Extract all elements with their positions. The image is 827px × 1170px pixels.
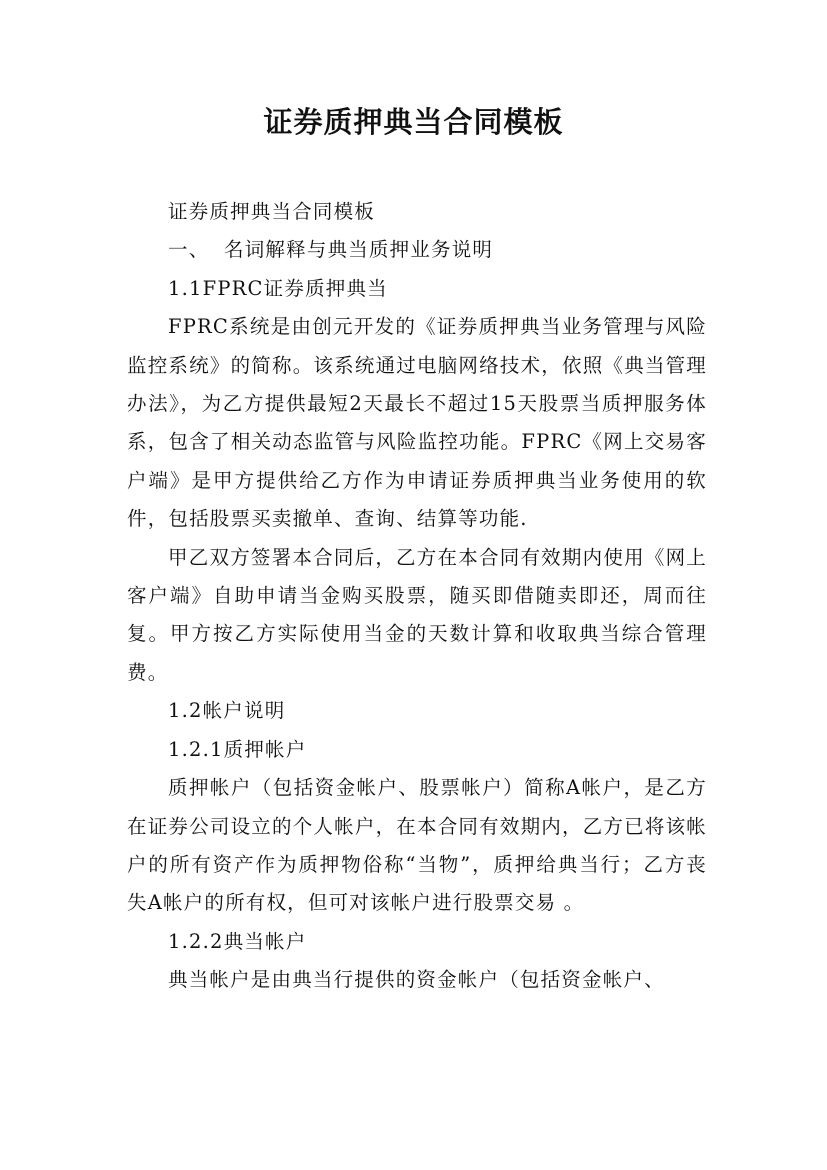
section-1-2-2-heading: 1.2.2典当帐户 [168, 929, 307, 953]
paragraph-pawn-account: 典当帐户是由典当行提供的资金帐户（包括资金帐户、 [168, 968, 665, 992]
paragraph-pledge-account: 质押帐户（包括资金帐户、股票帐户）简称A帐户，是乙方在证券公司设立的个人帐户，在本合同有效期内，乙方已将该帐户的所有资产作为质押物俗称“当物”，质押给典当行；乙方丧失A帐户的所有权，但可对该帐户进行股票交易 。 [127, 776, 707, 915]
document-body [127, 193, 707, 1000]
section-1-number: 一、 [168, 238, 210, 262]
section-1-2-1-heading: 1.2.1质押帐户 [168, 737, 307, 761]
paragraph-fprc-description: FPRC系统是由创元开发的《证券质押典当业务管理与风险监控系统》的简称。该系统通过电脑网络技术，依照《典当管理办法》，为乙方提供最短2天最长不超过15天股票当质押服务体系，包含了相关动态监管与风险监控功能。FPRC《网上交易客户端》是甲方提供给乙方作为申请证券质押典当业务使用的软件，包括股票买卖撤单、查询、结算等功能. [127, 315, 707, 531]
document-title: 证券质押典当合同模板 [263, 105, 564, 139]
section-1-heading [127, 231, 707, 269]
section-1-title: 名词解释与典当质押业务说明 [224, 238, 494, 262]
subtitle: 证券质押典当合同模板 [168, 200, 376, 223]
section-1-1-heading: 1.1FPRC证券质押典当 [168, 276, 388, 300]
section-1-2-heading: 1.2帐户说明 [168, 699, 286, 723]
paragraph-contract-usage: 甲乙双方签署本合同后，乙方在本合同有效期内使用《网上客户端》自助申请当金购买股票，随买即借随卖即还，周而往复。甲方按乙方实际使用当金的天数计算和收取典当综合管理费。 [127, 545, 707, 684]
